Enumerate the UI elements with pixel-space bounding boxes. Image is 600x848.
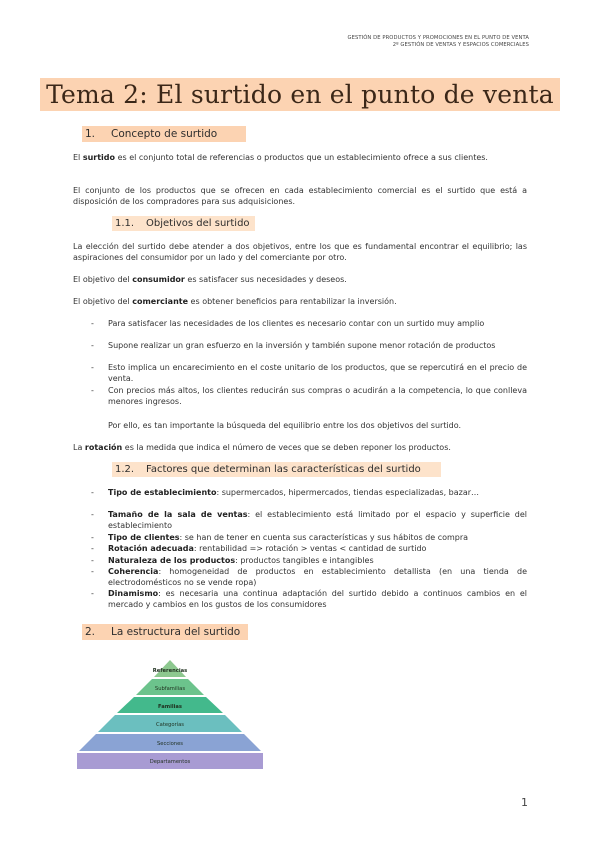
dash-bullet: - <box>91 567 94 576</box>
text-span: La <box>73 443 85 452</box>
text-span: El <box>73 153 83 162</box>
list-item-text: Esto implica un encarecimiento en el coste unitario de los productos, que se repercutirá en el precio de venta. <box>108 363 527 383</box>
page-title: Tema 2: El surtido en el punto de venta <box>40 78 560 111</box>
section-number: 2. <box>85 626 96 638</box>
section-label: La estructura del surtido <box>111 626 241 638</box>
text-span: : es necesaria una continua adaptación del surtido debido a continuos cambios en el mercado y cambios en los gustos de los consumidores <box>108 589 527 609</box>
list-item-text: Para satisfacer las necesidades de los clientes es necesario contar con un surtido muy amplio <box>108 319 485 328</box>
list-item-text: Supone realizar un gran esfuerzo en la inversión y también supone menor rotación de productos <box>108 341 496 350</box>
pyramid-label-subfamilias: Subfamilias <box>154 686 186 692</box>
bold-term: consumidor <box>132 275 185 284</box>
header-line-1: GESTIÓN DE PRODUCTOS Y PROMOCIONES EN EL PUNTO DE VENTA <box>347 35 529 41</box>
text-span: es obtener beneficios para rentabilizar la inversión. <box>188 297 397 306</box>
section-number: 1. <box>85 128 96 140</box>
text-span: : homogeneidad de productos en establecimiento detallista (en una tienda de electrodomésticos no se vende ropa) <box>108 567 527 587</box>
bold-term: Tipo de establecimiento <box>108 488 217 497</box>
bold-term: Tamaño de la sala de ventas <box>108 510 248 519</box>
text-span: : el establecimiento está limitado por el espacio y superficie del establecimiento <box>108 510 527 530</box>
dash-bullet: - <box>91 556 94 565</box>
text-span: : rentabilidad => rotación > ventas < cantidad de surtido <box>193 544 427 553</box>
text-span: es la medida que indica el número de veces que se deben reponer los productos. <box>122 443 451 452</box>
bold-term: rotación <box>84 443 123 452</box>
header-line-2: 2º GESTIÓN DE VENTAS Y ESPACIOS COMERCIALES <box>392 42 529 48</box>
dash-bullet: - <box>91 589 94 598</box>
bold-term: Tipo de clientes <box>108 533 180 542</box>
text-span: : supermercados, hipermercados, tiendas especializadas, bazar… <box>216 488 480 497</box>
bold-term: Dinamismo <box>108 589 159 598</box>
dash-bullet: - <box>91 544 94 553</box>
text-span: El objetivo del <box>73 297 133 306</box>
dash-bullet: - <box>91 341 94 350</box>
text-span: es satisfacer sus necesidades y deseos. <box>184 275 347 284</box>
section-label: Factores que determinan las características del surtido <box>146 464 421 475</box>
section-label: Objetivos del surtido <box>146 218 250 229</box>
bold-term: Rotación adecuada <box>108 544 194 553</box>
dash-bullet: - <box>91 488 94 497</box>
section-number: 1.1. <box>115 218 135 229</box>
pyramid-label-categorias: Categorías <box>156 722 184 728</box>
section-number: 1.2. <box>115 464 135 475</box>
dash-bullet: - <box>91 363 94 372</box>
text-span: es el conjunto total de referencias o productos que un establecimiento ofrece a sus clientes. <box>115 153 488 162</box>
dash-bullet: - <box>91 510 94 519</box>
bold-term: comerciante <box>132 297 189 306</box>
text-span: : productos tangibles e intangibles <box>235 556 374 565</box>
pyramid-label-familias: Familias <box>157 704 183 710</box>
bold-term: Naturaleza de los productos <box>108 556 236 565</box>
paragraph-conjunto: El conjunto de los productos que se ofrecen en cada establecimiento comercial es el surtido que está a disposición de los compradores para sus adquisiciones. <box>73 186 527 207</box>
bold-term: Coherencia <box>108 567 159 576</box>
section-label: Concepto de surtido <box>111 128 218 140</box>
pyramid-label-secciones: Secciones <box>157 741 183 747</box>
text-span: El objetivo del <box>73 275 133 284</box>
bold-term: surtido <box>82 153 116 162</box>
list-item-text: Con precios más altos, los clientes reducirán sus compras o acudirán a la competencia, lo que conlleva menores ingresos. <box>108 386 527 406</box>
pyramid-label-referencias: Referencias <box>152 668 188 674</box>
dash-bullet: - <box>91 533 94 542</box>
pyramid-label-departamentos: Departamentos <box>149 759 191 765</box>
dash-bullet: - <box>91 319 94 328</box>
page-number: 1 <box>521 796 528 809</box>
paragraph-eleccion: La elección del surtido debe atender a dos objetivos, entre los que es fundamental encontrar el equilibrio; las aspiraciones del consumidor por un lado y del comerciante por otro. <box>73 242 527 263</box>
dash-bullet: - <box>91 386 94 395</box>
text-span: : se han de tener en cuenta sus características y sus hábitos de compra <box>179 533 469 542</box>
paragraph-equilibrio: Por ello, es tan importante la búsqueda del equilibrio entre los dos objetivos del surtido. <box>108 421 462 430</box>
